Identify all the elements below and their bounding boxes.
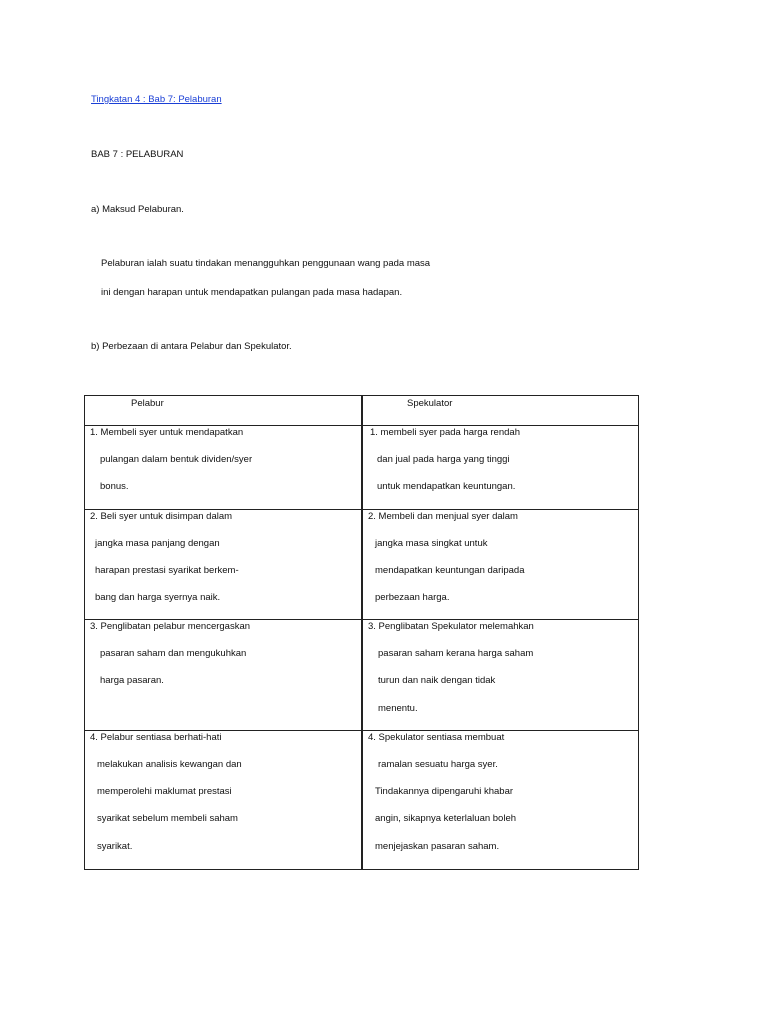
cell-line: bang dan harga syernya naik. <box>95 592 221 603</box>
header-pelabur: Pelabur <box>131 398 164 409</box>
row-divider <box>85 425 638 426</box>
cell-line: syarikat sebelum membeli saham <box>97 813 238 824</box>
definition-line-1: Pelaburan ialah suatu tindakan menangguhkan penggunaan wang pada masa <box>101 258 431 269</box>
chapter-title: BAB 7 : PELABURAN <box>91 149 184 160</box>
cell-line: 4. Pelabur sentiasa berhati-hati <box>90 732 222 743</box>
cell-line: dan jual pada harga yang tinggi <box>377 454 510 465</box>
cell-line: 1. Membeli syer untuk mendapatkan <box>90 427 244 438</box>
cell-line: 4. Spekulator sentiasa membuat <box>368 732 505 743</box>
section-b-heading: b) Perbezaan di antara Pelabur dan Spekulator. <box>91 341 292 352</box>
cell-line: 1. membeli syer pada harga rendah <box>370 427 520 438</box>
row-divider <box>85 619 638 620</box>
cell-line: ramalan sesuatu harga syer. <box>378 759 498 770</box>
cell-line: pasaran saham dan mengukuhkan <box>100 648 247 659</box>
row-divider <box>85 509 638 510</box>
section-a-heading: a) Maksud Pelaburan. <box>91 204 184 215</box>
cell-line: melakukan analisis kewangan dan <box>97 759 242 770</box>
comparison-table <box>84 395 639 870</box>
cell-line: syarikat. <box>97 841 133 852</box>
row-divider <box>85 730 638 731</box>
cell-line: memperolehi maklumat prestasi <box>97 786 232 797</box>
definition-line-2: ini dengan harapan untuk mendapatkan pulangan pada masa hadapan. <box>101 287 403 298</box>
cell-line: jangka masa panjang dengan <box>95 538 220 549</box>
cell-line: turun dan naik dengan tidak <box>378 675 496 686</box>
cell-line: bonus. <box>100 481 129 492</box>
cell-line: harga pasaran. <box>100 675 164 686</box>
cell-line: perbezaan harga. <box>375 592 450 603</box>
cell-line: pulangan dalam bentuk dividen/syer <box>100 454 253 465</box>
chapter-link[interactable]: Tingkatan 4 : Bab 7: Pelaburan <box>91 94 222 105</box>
cell-line: Tindakannya dipengaruhi khabar <box>375 786 514 797</box>
cell-line: 2. Beli syer untuk disimpan dalam <box>90 511 233 522</box>
column-divider <box>361 396 363 869</box>
cell-line: pasaran saham kerana harga saham <box>378 648 534 659</box>
cell-line: 3. Penglibatan pelabur mencergaskan <box>90 621 251 632</box>
cell-line: harapan prestasi syarikat berkem- <box>95 565 239 576</box>
cell-line: menentu. <box>378 703 418 714</box>
cell-line: 2. Membeli dan menjual syer dalam <box>368 511 518 522</box>
cell-line: menjejaskan pasaran saham. <box>375 841 500 852</box>
cell-line: 3. Penglibatan Spekulator melemahkan <box>368 621 534 632</box>
cell-line: jangka masa singkat untuk <box>375 538 488 549</box>
header-spekulator: Spekulator <box>407 398 453 409</box>
cell-line: mendapatkan keuntungan daripada <box>375 565 525 576</box>
cell-line: angin, sikapnya keterlaluan boleh <box>375 813 517 824</box>
cell-line: untuk mendapatkan keuntungan. <box>377 481 516 492</box>
